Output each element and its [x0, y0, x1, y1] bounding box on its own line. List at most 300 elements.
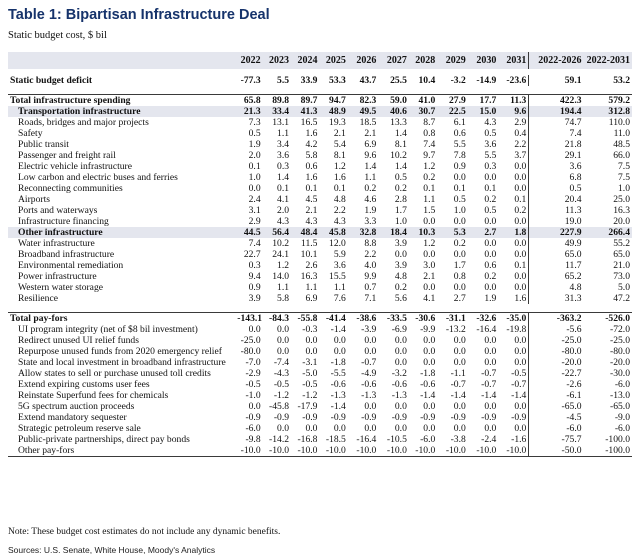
table-body	[8, 69, 632, 457]
value-cell: 8.1	[394, 139, 407, 150]
row-label: Allow states to sell or purchase unused toll credits	[18, 368, 211, 379]
value-cell: 1.0	[248, 172, 261, 183]
value-cell: 0.1	[333, 183, 346, 194]
value-cell: 227.9	[529, 227, 584, 238]
table-row	[8, 139, 632, 150]
value-cell: -100.0	[584, 445, 632, 457]
value-cell: 0.1	[484, 183, 497, 194]
value-cell: -143.1	[237, 313, 263, 324]
value-cell: 0.0	[484, 423, 497, 434]
value-cell: 22.7	[243, 249, 261, 260]
value-cell: 27.9	[437, 95, 468, 107]
value-cell: -0.5	[273, 379, 290, 390]
value-cell: -0.9	[273, 412, 290, 423]
value-cell: 7.3	[248, 117, 261, 128]
value-cell: 5.8	[305, 150, 318, 161]
value-cell: -1.2	[302, 390, 318, 401]
value-cell: 0.0	[333, 346, 346, 357]
value-cell: 7.4	[529, 128, 584, 139]
value-cell: 0.3	[248, 260, 261, 271]
value-cell: 0.0	[394, 346, 407, 357]
value-cell: -363.2	[529, 313, 584, 325]
table-row	[8, 205, 632, 216]
value-cell: 1.6	[305, 172, 318, 183]
table-row	[8, 75, 632, 86]
budget-table	[8, 52, 632, 457]
value-cell: 66.0	[613, 150, 630, 161]
value-cell: 0.0	[484, 216, 497, 227]
value-cell: 82.3	[348, 95, 379, 107]
value-cell: 2.7	[468, 227, 499, 238]
value-cell: -0.9	[330, 412, 346, 423]
value-cell: -23.6	[506, 75, 527, 86]
value-cell: 65.2	[529, 271, 584, 282]
value-cell: -4.9	[361, 368, 377, 379]
value-cell: 0.2	[394, 282, 407, 293]
value-cell: 0.5	[248, 128, 261, 139]
value-cell: 11.3	[529, 205, 584, 216]
value-cell: 1.4	[364, 161, 377, 172]
value-cell: 4.3	[333, 216, 346, 227]
row-label: Repurpose unused funds from 2020 emergency relief	[18, 346, 222, 357]
value-cell: -0.3	[302, 324, 318, 335]
value-cell: 0.0	[484, 335, 497, 346]
value-cell: 0.0	[453, 172, 466, 183]
value-cell: -10.0	[378, 445, 409, 457]
value-cell: 0.7	[364, 282, 377, 293]
value-cell: 11.3	[498, 95, 529, 107]
value-cell: 0.0	[423, 335, 436, 346]
value-cell: 0.0	[484, 172, 497, 183]
value-cell: 4.0	[364, 260, 377, 271]
value-cell: 0.5	[529, 183, 584, 194]
value-cell: -30.6	[409, 313, 437, 325]
value-cell: 1.4	[394, 128, 407, 139]
value-cell: 0.0	[423, 346, 436, 357]
column-header: 2023	[269, 55, 290, 66]
value-cell: 2.8	[394, 194, 407, 205]
value-cell: 1.1	[277, 282, 290, 293]
value-cell: 6.9	[305, 293, 318, 304]
value-cell: 7.6	[333, 293, 346, 304]
value-cell: 18.4	[378, 227, 409, 238]
value-cell: -75.7	[529, 434, 584, 445]
value-cell: -13.2	[445, 324, 466, 335]
value-cell: 0.0	[248, 324, 261, 335]
value-cell: 4.3	[305, 216, 318, 227]
value-cell: -1.3	[391, 390, 407, 401]
spacer-row	[8, 86, 632, 95]
value-cell: 4.6	[364, 194, 377, 205]
value-cell: 0.0	[484, 357, 497, 368]
value-cell: 8.1	[333, 150, 346, 161]
header-label-cell	[8, 52, 235, 69]
column-header: 2031	[506, 55, 527, 66]
value-cell: -2.6	[529, 379, 584, 390]
value-cell: -6.0	[529, 423, 584, 434]
table-row	[8, 238, 632, 249]
value-cell: 5.8	[277, 293, 290, 304]
value-cell: 0.0	[394, 357, 407, 368]
table-row	[8, 128, 632, 139]
value-cell: 25.5	[390, 75, 407, 86]
value-cell: 5.3	[437, 227, 468, 238]
spacer-cell	[8, 86, 632, 95]
value-cell: -3.8	[450, 434, 466, 445]
table-row	[8, 95, 632, 107]
value-cell: 16.3	[613, 205, 630, 216]
value-cell: -1.4	[330, 401, 346, 412]
value-cell: 110.0	[608, 117, 630, 128]
row-label: Other infrastructure	[8, 227, 235, 238]
row-label: Other pay-fors	[8, 445, 235, 457]
value-cell: -80.0	[240, 346, 261, 357]
value-cell: -20.0	[529, 357, 584, 368]
table-subtitle: Static budget cost, $ bil	[8, 30, 107, 41]
value-cell: -3.2	[391, 368, 407, 379]
value-cell: 9.7	[423, 150, 436, 161]
value-cell: 33.9	[300, 75, 318, 86]
value-cell: 2.1	[423, 271, 436, 282]
value-cell: 1.9	[484, 293, 497, 304]
row-label: 5G spectrum auction proceeds	[18, 401, 135, 412]
value-cell: -20.0	[610, 357, 630, 368]
value-cell: 0.0	[484, 249, 497, 260]
value-cell: 1.4	[394, 161, 407, 172]
value-cell: -14.2	[269, 434, 290, 445]
value-cell: 6.1	[453, 117, 466, 128]
value-cell: 12.0	[329, 238, 346, 249]
value-cell: -10.0	[263, 445, 291, 457]
row-label: Extend expiring customs user fees	[18, 379, 150, 390]
value-cell: -6.0	[420, 434, 436, 445]
row-label: Infrastructure financing	[18, 216, 109, 227]
value-cell: 3.6	[529, 161, 584, 172]
value-cell: 0.6	[484, 260, 497, 271]
value-cell: 40.6	[378, 106, 409, 117]
value-cell: 3.9	[394, 238, 407, 249]
value-cell: 0.0	[453, 216, 466, 227]
value-cell: -3.1	[302, 357, 318, 368]
value-cell: 5.9	[333, 249, 346, 260]
table-row	[8, 183, 632, 194]
value-cell: -1.3	[361, 390, 377, 401]
value-cell: -2.4	[481, 434, 497, 445]
value-cell: 0.1	[453, 183, 466, 194]
value-cell: -3.2	[450, 75, 466, 86]
value-cell: 10.3	[409, 227, 437, 238]
table-row	[8, 117, 632, 128]
table-row	[8, 161, 632, 172]
value-cell: 0.5	[484, 205, 497, 216]
value-cell: 47.2	[613, 293, 630, 304]
value-cell: -0.9	[245, 412, 261, 423]
value-cell: 0.0	[364, 346, 377, 357]
value-cell: -41.4	[319, 313, 347, 325]
value-cell: 5.5	[453, 139, 466, 150]
value-cell: 3.0	[423, 260, 436, 271]
value-cell: 0.0	[514, 357, 527, 368]
value-cell: 0.0	[453, 423, 466, 434]
value-cell: 0.0	[514, 401, 527, 412]
value-cell: 2.4	[248, 194, 261, 205]
column-header: 2024	[297, 55, 318, 66]
value-cell: -84.3	[263, 313, 291, 325]
value-cell: -1.8	[330, 357, 346, 368]
column-header: 2026	[356, 55, 377, 66]
value-cell: 1.6	[514, 293, 527, 304]
value-cell: -31.1	[437, 313, 468, 325]
value-cell: 8.7	[423, 117, 436, 128]
value-cell: -0.9	[361, 412, 377, 423]
table-title: Table 1: Bipartisan Infrastructure Deal	[8, 7, 270, 23]
value-cell: 2.1	[333, 128, 346, 139]
value-cell: 21.0	[613, 260, 630, 271]
value-cell: -45.8	[269, 401, 290, 412]
row-label: Reinstate Superfund fees for chemicals	[18, 390, 169, 401]
table-row	[8, 194, 632, 205]
value-cell: 53.2	[613, 75, 630, 86]
column-header: 2025	[325, 55, 346, 66]
value-cell: 0.0	[277, 324, 290, 335]
value-cell: -0.9	[302, 412, 318, 423]
value-cell: -0.9	[420, 412, 436, 423]
value-cell: 41.0	[409, 95, 437, 107]
value-cell: 4.5	[305, 194, 318, 205]
table-row	[8, 368, 632, 379]
value-cell: 0.6	[453, 128, 466, 139]
value-cell: 44.5	[235, 227, 262, 238]
value-cell: 0.0	[423, 423, 436, 434]
value-cell: 9.6	[364, 150, 377, 161]
value-cell: 9.4	[248, 271, 261, 282]
row-label: Water infrastructure	[18, 238, 95, 249]
value-cell: -0.7	[450, 379, 466, 390]
value-cell: -10.0	[291, 445, 319, 457]
value-cell: -4.5	[529, 412, 584, 423]
value-cell: -10.0	[348, 445, 379, 457]
column-header: 2030	[476, 55, 497, 66]
value-cell: -1.2	[273, 390, 290, 401]
value-cell: 3.7	[514, 150, 527, 161]
value-cell: 89.8	[263, 95, 291, 107]
value-cell: 1.2	[423, 238, 436, 249]
value-cell: -6.1	[529, 390, 584, 401]
value-cell: 22.5	[437, 106, 468, 117]
value-cell: -10.0	[235, 445, 262, 457]
value-cell: 6.8	[529, 172, 584, 183]
table-row	[8, 335, 632, 346]
value-cell: -0.9	[450, 412, 466, 423]
value-cell: 56.4	[263, 227, 291, 238]
value-cell: -0.6	[420, 379, 436, 390]
row-label: Safety	[18, 128, 43, 139]
value-cell: -6.9	[391, 324, 407, 335]
value-cell: 1.6	[305, 128, 318, 139]
value-cell: 25.0	[613, 194, 630, 205]
value-cell: -3.9	[361, 324, 377, 335]
value-cell: 0.0	[423, 401, 436, 412]
value-cell: -19.8	[506, 324, 527, 335]
value-cell: 55.2	[613, 238, 630, 249]
value-cell: 49.9	[529, 238, 584, 249]
value-cell: 4.1	[423, 293, 436, 304]
row-label: Static budget deficit	[10, 75, 93, 86]
value-cell: -6.0	[614, 379, 630, 390]
value-cell: 1.9	[364, 205, 377, 216]
row-label: Reconnecting communities	[18, 183, 123, 194]
row-label: Ports and waterways	[18, 205, 98, 216]
value-cell: 59.1	[529, 75, 584, 86]
value-cell: 0.8	[453, 271, 466, 282]
row-label: Passenger and freight rail	[18, 150, 116, 161]
value-cell: 312.8	[584, 106, 632, 117]
table-row	[8, 150, 632, 161]
value-cell: 0.0	[423, 249, 436, 260]
value-cell: 7.4	[248, 238, 261, 249]
value-cell: 0.0	[277, 346, 290, 357]
value-cell: 1.1	[333, 282, 346, 293]
value-cell: -0.7	[511, 379, 527, 390]
value-cell: 10.1	[300, 249, 318, 260]
value-cell: 0.3	[277, 161, 290, 172]
table-row	[8, 293, 632, 304]
row-label: Western water storage	[18, 282, 103, 293]
value-cell: 2.6	[305, 260, 318, 271]
value-cell: 2.0	[248, 150, 261, 161]
column-header: 2022-2031	[586, 55, 630, 66]
value-cell: 0.0	[394, 423, 407, 434]
value-cell: 15.0	[468, 106, 499, 117]
value-cell: 65.8	[235, 95, 262, 107]
table-row	[8, 434, 632, 445]
value-cell: 2.1	[305, 205, 318, 216]
value-cell: 0.0	[484, 238, 497, 249]
value-cell: 0.0	[453, 346, 466, 357]
column-header: 2027	[386, 55, 407, 66]
value-cell: 4.3	[277, 216, 290, 227]
value-cell: 3.1	[248, 205, 261, 216]
value-cell: -32.6	[468, 313, 499, 325]
table-row	[8, 249, 632, 260]
value-cell: 2.2	[333, 205, 346, 216]
value-cell: -1.3	[330, 390, 346, 401]
value-cell: 0.0	[484, 401, 497, 412]
value-cell: -16.8	[297, 434, 318, 445]
value-cell: -13.0	[610, 390, 630, 401]
value-cell: 0.0	[364, 401, 377, 412]
value-cell: 1.7	[453, 260, 466, 271]
value-cell: -17.9	[297, 401, 318, 412]
value-cell: 0.0	[453, 357, 466, 368]
table-row	[8, 412, 632, 423]
value-cell: 2.2	[514, 139, 527, 150]
value-cell: 5.4	[333, 139, 346, 150]
value-cell: 0.0	[423, 282, 436, 293]
value-cell: 1.2	[333, 161, 346, 172]
value-cell: 29.1	[529, 150, 584, 161]
table-row	[8, 357, 632, 368]
value-cell: -0.9	[481, 412, 497, 423]
value-cell: 3.9	[248, 293, 261, 304]
value-cell: 0.1	[423, 183, 436, 194]
value-cell: 0.0	[394, 335, 407, 346]
table-row	[8, 106, 632, 117]
value-cell: 0.0	[484, 282, 497, 293]
value-cell: 0.6	[305, 161, 318, 172]
value-cell: 89.7	[291, 95, 319, 107]
value-cell: 7.1	[364, 293, 377, 304]
value-cell: 0.0	[453, 401, 466, 412]
value-cell: 1.0	[453, 205, 466, 216]
value-cell: 0.0	[514, 183, 527, 194]
row-label: Power infrastructure	[18, 271, 97, 282]
value-cell: 30.7	[409, 106, 437, 117]
value-cell: -14.9	[476, 75, 497, 86]
value-cell: 0.5	[394, 172, 407, 183]
value-cell: -38.6	[348, 313, 379, 325]
value-cell: -10.0	[409, 445, 437, 457]
value-cell: 0.2	[514, 205, 527, 216]
value-cell: 0.0	[453, 249, 466, 260]
value-cell: 0.0	[277, 335, 290, 346]
value-cell: -1.1	[450, 368, 466, 379]
value-cell: 0.0	[423, 357, 436, 368]
table-row	[8, 390, 632, 401]
value-cell: -77.3	[240, 75, 261, 86]
value-cell: -1.6	[511, 434, 527, 445]
table-row	[8, 445, 632, 457]
value-cell: 0.0	[364, 335, 377, 346]
value-cell: -5.6	[529, 324, 584, 335]
value-cell: 11.0	[613, 128, 630, 139]
table-row	[8, 216, 632, 227]
value-cell: 0.0	[514, 216, 527, 227]
value-cell: 0.1	[305, 183, 318, 194]
value-cell: 0.0	[333, 335, 346, 346]
value-cell: -7.4	[273, 357, 290, 368]
value-cell: -0.6	[391, 379, 407, 390]
value-cell: -1.4	[420, 390, 436, 401]
value-cell: -25.0	[529, 335, 584, 346]
value-cell: 0.8	[423, 128, 436, 139]
value-cell: -1.0	[245, 390, 261, 401]
value-cell: -0.7	[481, 379, 497, 390]
value-cell: 4.3	[484, 117, 497, 128]
value-cell: 0.5	[453, 194, 466, 205]
value-cell: 0.0	[305, 423, 318, 434]
value-cell: 8.8	[364, 238, 377, 249]
value-cell: 579.2	[584, 95, 632, 107]
value-cell: 1.7	[394, 205, 407, 216]
value-cell: 1.5	[423, 205, 436, 216]
row-label: Total infrastructure spending	[8, 95, 235, 107]
value-cell: 194.4	[529, 106, 584, 117]
value-cell: 5.5	[277, 75, 290, 86]
value-cell: -65.0	[529, 401, 584, 412]
value-cell: -0.9	[511, 412, 527, 423]
value-cell: 4.2	[305, 139, 318, 150]
value-cell: 10.2	[272, 238, 290, 249]
value-cell: 0.0	[277, 423, 290, 434]
value-cell: 7.8	[453, 150, 466, 161]
value-cell: -0.5	[302, 379, 318, 390]
value-cell: 0.5	[484, 128, 497, 139]
value-cell: -5.0	[302, 368, 318, 379]
table-note: Note: These budget cost estimates do not include any dynamic benefits.	[8, 527, 281, 537]
value-cell: -10.0	[468, 445, 499, 457]
value-cell: 0.0	[248, 401, 261, 412]
